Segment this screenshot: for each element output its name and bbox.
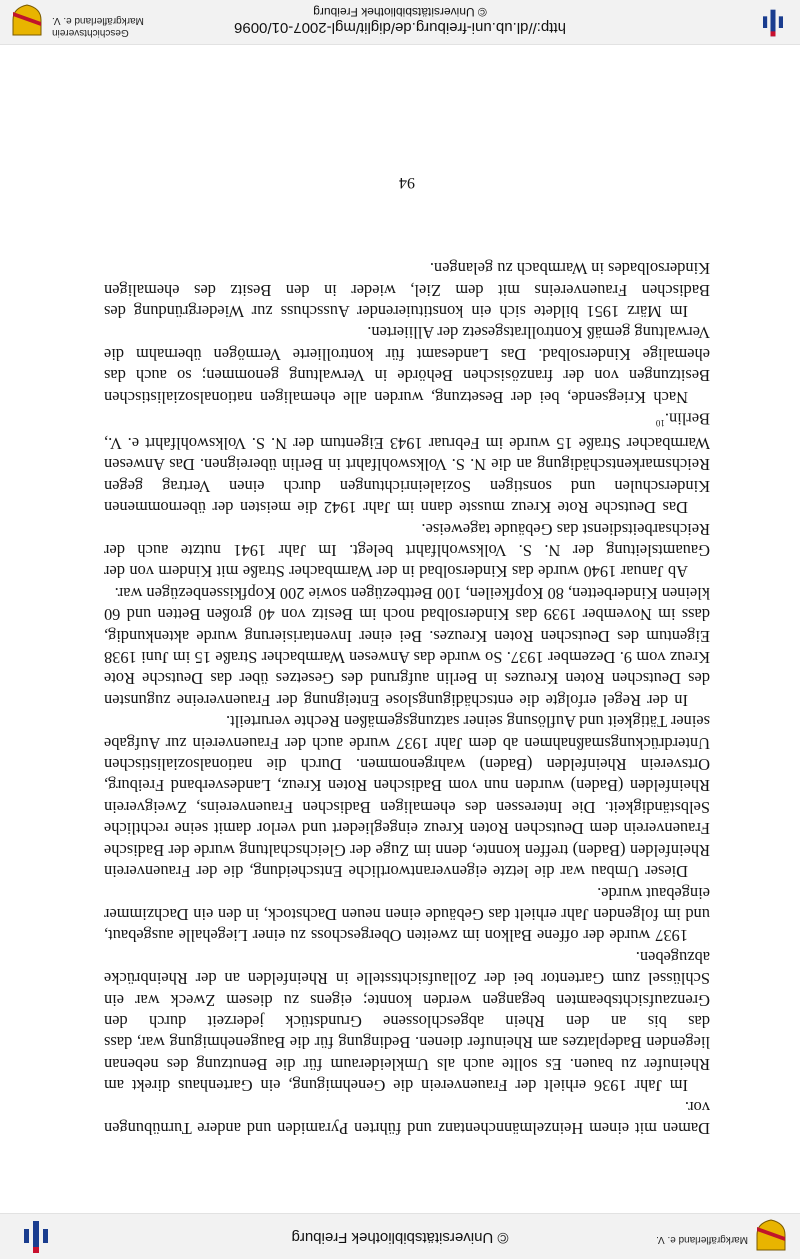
society-name-block bbox=[52, 14, 144, 38]
paragraph-5: In der Regel erfolgte die entschädigungslose Enteignung der Frauenvereine zugunsten des Deutschen Roten Kreuzes in Berlin aufgrund des Gesetzes über das Deutsche Rote Kreuz vom 9. Dezember 1937. So wurde das Anwesen Warmbacher Straße 15 im Juni 1938 Eigentum des Deutschen Roten Kreuzes. Bei einer Inventarisierung wurde aktenkundig, dass im November 1939 das Kindersolbad noch im Besitz von 40 großen Betten und 60 kleinen Kinderbetten, 80 Kopfkeilen, 100 Bettbezügen sowie 200 Kopfkissenbezügen war. bbox=[104, 583, 710, 710]
page-number: 94 bbox=[399, 174, 415, 191]
footer-archive: © Universitätsbibliothek Freiburg bbox=[313, 5, 487, 19]
document-body bbox=[104, 258, 710, 1139]
paragraph-8: Nach Kriegsende, bei der Besetzung, wurden alle ehemaligen nationalsozialistischen Besitzungen von der französischen Behörde in Verwaltung genommen; so auch das ehemalige Kindersolbad. Das Landesamt für kontrollierte Vermögen übernahm die Verwaltung gemäß Kontrollratsgesetz der Alliierten. bbox=[104, 323, 710, 407]
paragraph-4: Dieser Umbau war die letzte eigenverantwortliche Entscheidung, die der Frauenverein Rheinfelden (Baden) treffen konnte, denn im Zuge der Gleichschaltung wurde der Badische Frauenverein dem Deutschen Roten Kreuz eingegliedert und verlor damit seine rechtliche Selbständigkeit. Die Interessen des ehemaligen Badischen Frauenvereins, Zweigverein Rheinfelden (Baden) wurden nun vom Badischen Roten Kreuz, Landesverband Freiburg, Ortsverein Rheinfelden (Baden) wahrgenommen. Durch die nationalsozialistischen Unterdrückungsmaßnahmen ab dem Jahr 1937 wurde auch der Frauenverein zur Aufgabe seiner Tätigkeit und Auflösung seiner satzungsgemäßen Rechte verurteilt. bbox=[104, 712, 710, 882]
paragraph-3: 1937 wurde der offene Balkon im zweiten Obergeschoss zu einer Liegehalle ausgebaut, und im folgenden Jahr erhielt das Gebäude einen neuen Dachstock, in den ein Dachzimmer eingebaut wurde. bbox=[104, 883, 710, 946]
society-name: Markgräflerland e. V. bbox=[656, 1234, 748, 1245]
society-line-2: Markgräflerland e. V. bbox=[52, 15, 144, 26]
society-line-1: Geschichtsverein bbox=[52, 27, 129, 38]
viewer-top-bar bbox=[0, 1213, 800, 1259]
paragraph-2: Im Jahr 1936 erhielt der Frauenverein die Genehmigung, ein Gartenhaus direkt am Rheinufer zu bauen. Es sollte auch als Umkleideraum für die Benutzung des nebenan liegenden Badeplatzes am Rheinufer dienen. Bedingung für die Baugenehmigung war, dass das bis an den Rhein abgeschlossene Grundstück jederzeit durch den Grenzaufsichtsbeamten begangen werden konnte; eigens zu diesem Zweck war ein Schlüssel zum Gartentor bei der Zollaufsichtsstelle in Rheinfelden an der Rheinbrücke abzugeben. bbox=[104, 947, 710, 1096]
viewer-footer-bar bbox=[0, 0, 800, 45]
document-url[interactable]: http://dl.ub.uni-freiburg.de/diglit/mgl-2007-01/0096 bbox=[234, 19, 566, 36]
paragraph-7 bbox=[104, 408, 710, 519]
university-logo-icon bbox=[18, 1219, 54, 1255]
society-crest-icon bbox=[10, 4, 44, 38]
archive-copyright: © Universitätsbibliothek Freiburg bbox=[291, 1229, 509, 1246]
paragraph-1: Damen mit einem Heinzelmännchentanz und führten Pyramiden und andere Turnübungen vor. bbox=[104, 1097, 710, 1138]
paragraph-9: Im März 1951 bildete sich ein konstituierender Ausschuss zur Wiedergründung des Badischen Frauenvereins mit dem Ziel, wieder in den Besitz des ehemaligen Kindersolbades in Warmbach zu gelangen. bbox=[104, 259, 710, 322]
paragraph-6: Ab Januar 1940 wurde das Kindersolbad in der Warmbacher Straße mit Kindern von der Gauamtsleitung der N. S. Volkswohlfahrt belegt. Im Jahr 1941 nutzte auch der Reichsarbeitsdienst das Gebäude tageweise. bbox=[104, 519, 710, 582]
footnote-ref: 10 bbox=[655, 417, 665, 428]
paragraph-7-text: Das Deutsche Rote Kreuz musste dann im Jahr 1942 die meisten der übernommenen Kinderschulen und sonstigen Sozialeinrichtungen durch einen Vertrag gegen Reichsmarkentschädigung an die N. S. Volkswohlfahrt in Berlin übereignen. Das Anwesen Warmbacher Straße 15 wurde im Februar 1943 Eigentum der N. S. Volkswohlfahrt e. V., Berlin. bbox=[104, 409, 710, 518]
